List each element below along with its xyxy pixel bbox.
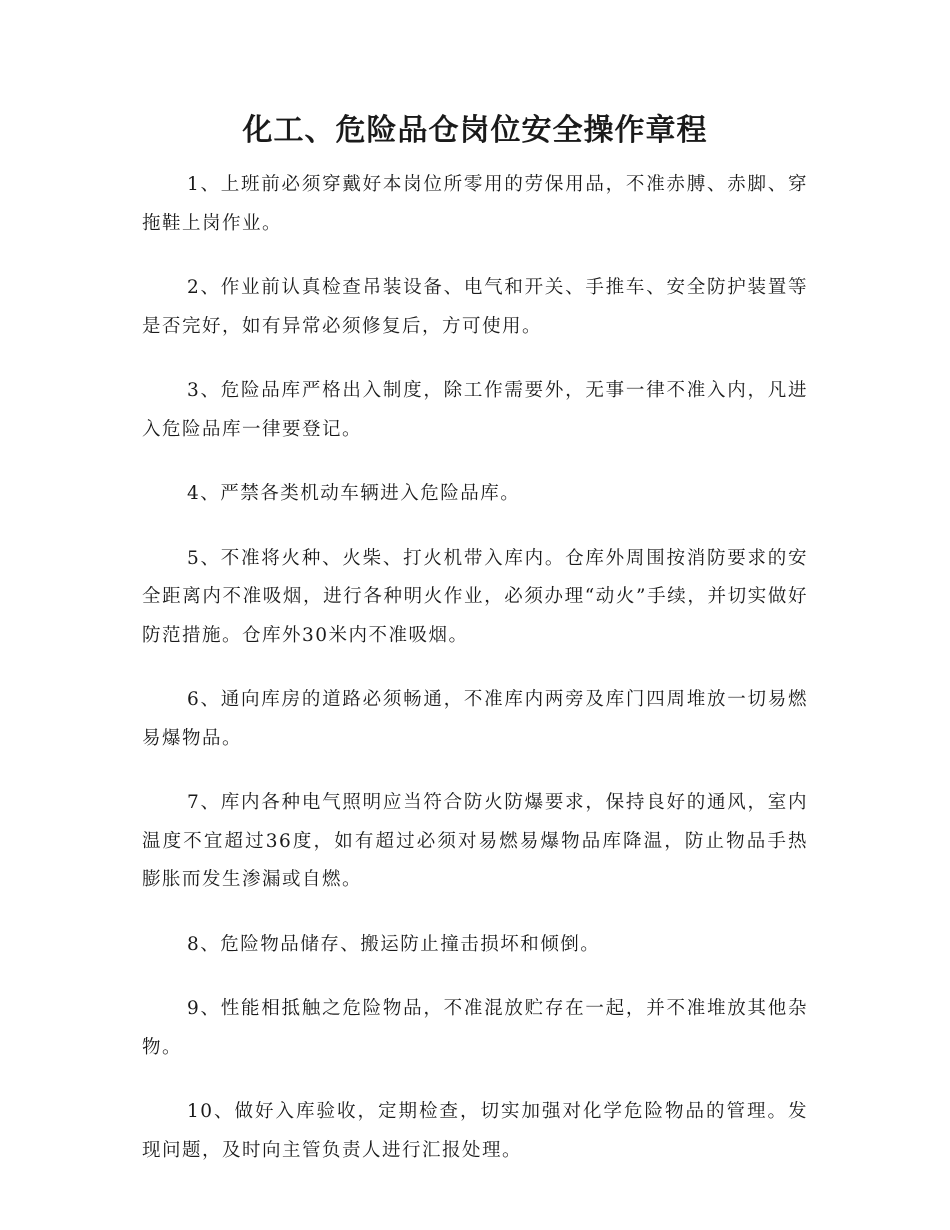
- clause-9: 9、性能相抵触之危险物品，不准混放贮存在一起，并不准堆放其他杂物。: [142, 998, 808, 1058]
- clause-5: 5、不准将火种、火柴、打火机带入库内。仓库外周围按消防要求的安全距离内不准吸烟，进行各种明火作业，必须办理“动火”手续，并切实做好防范措施。仓库外30米内不准吸烟。: [142, 547, 808, 646]
- page-title: 化工、危险品仓岗位安全操作章程: [242, 113, 708, 148]
- clause-3: 3、危险品库严格出入制度，除工作需要外，无事一律不准入内，凡进入危险品库一律要登记。: [142, 380, 808, 440]
- clause-8: 8、危险物品储存、搬运防止撞击损坏和倾倒。: [187, 933, 601, 955]
- document-body: [142, 166, 808, 1196]
- clause-1: 1、上班前必须穿戴好本岗位所零用的劳保用品，不准赤膊、赤脚、穿拖鞋上岗作业。: [142, 174, 808, 234]
- clause-2: 2、作业前认真检查吊装设备、电气和开关、手推车、安全防护装置等是否完好，如有异常必须修复后，方可使用。: [142, 277, 808, 337]
- clause-10: 10、做好入库验收，定期检查，切实加强对化学危险物品的管理。发现问题，及时向主管负责人进行汇报处理。: [142, 1101, 808, 1161]
- clause-7: 7、库内各种电气照明应当符合防火防爆要求，保持良好的通风，室内温度不宜超过36度，如有超过必须对易燃易爆物品库降温，防止物品手热膨胀而发生渗漏或自燃。: [142, 792, 808, 890]
- clause-4: 4、严禁各类机动车辆进入危险品库。: [187, 483, 521, 504]
- clause-6: 6、通向库房的道路必须畅通，不准库内两旁及库门四周堆放一切易燃易爆物品。: [142, 689, 808, 749]
